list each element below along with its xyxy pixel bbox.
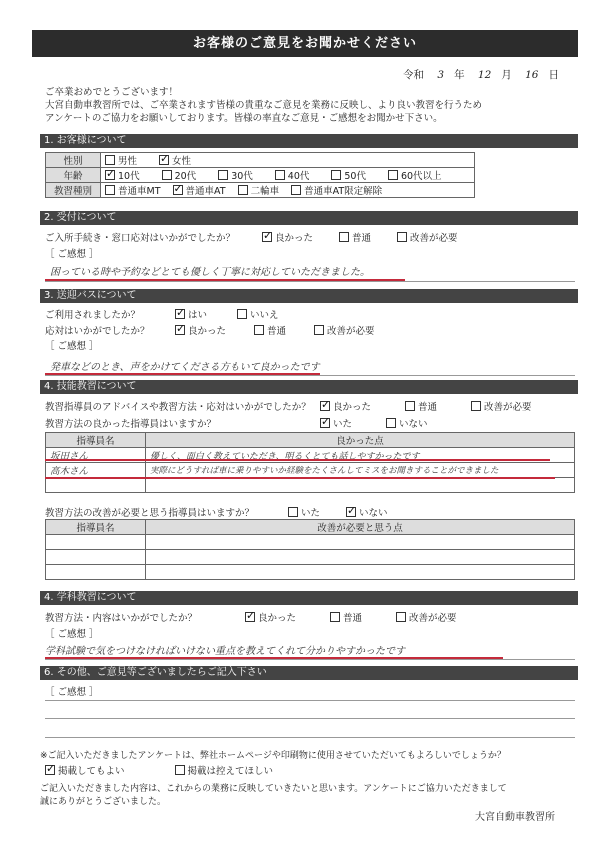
option-label: 良かった (333, 402, 372, 413)
option[interactable] (397, 230, 458, 244)
option-label: 普通車AT (185, 186, 226, 197)
checkbox-icon[interactable] (218, 170, 228, 180)
option[interactable] (320, 416, 352, 430)
bad-instructor-point (146, 550, 575, 565)
option[interactable] (162, 168, 197, 182)
customer-row-label: 教習種別 (46, 183, 101, 198)
option[interactable] (471, 399, 532, 413)
checkbox-icon[interactable] (330, 612, 340, 622)
customer-row-age (46, 168, 475, 183)
section-customer: 1. お客様について (40, 134, 578, 148)
option-label: 掲載してもよい (58, 766, 125, 777)
option[interactable] (262, 230, 313, 244)
bad-instructor-name (46, 565, 146, 580)
bus-question-service: 応対はいかがでしたか？ (45, 326, 150, 337)
other-line-2 (45, 718, 575, 719)
checked-checkbox-icon[interactable] (105, 170, 115, 180)
option-label: 60代以上 (400, 171, 442, 182)
option[interactable] (331, 168, 366, 182)
option[interactable] (291, 183, 382, 197)
option[interactable] (105, 168, 140, 182)
customer-table (45, 152, 475, 198)
option-label: 女性 (172, 156, 192, 167)
option-label: はい (188, 310, 208, 321)
option[interactable] (175, 763, 274, 777)
intro-line-3: アンケートのご協力をお願いしております。皆様の率直なご意見・ご感想をお聞かせ下さい。 (45, 113, 443, 124)
option-label: 男性 (118, 156, 138, 167)
checkbox-icon[interactable] (388, 170, 398, 180)
option[interactable] (330, 610, 362, 624)
table-row (46, 565, 575, 580)
checked-checkbox-icon[interactable] (245, 612, 255, 622)
option-label: 50代 (344, 171, 366, 182)
option[interactable] (159, 153, 191, 167)
customer-row-course (46, 183, 475, 198)
checkbox-icon[interactable] (238, 185, 248, 195)
option[interactable] (320, 399, 371, 413)
section-academic: 4. 学科教習について (40, 591, 578, 605)
customer-row-gender (46, 153, 475, 168)
checkbox-icon[interactable] (331, 170, 341, 180)
table-row (46, 550, 575, 565)
option[interactable] (245, 610, 296, 624)
bus-line (45, 375, 575, 376)
skill-good-options (320, 416, 462, 430)
checked-checkbox-icon[interactable] (320, 401, 330, 411)
bus-service-options (175, 323, 403, 337)
good-instructor-name: 坂田さん (46, 448, 146, 463)
bad-header-point: 改善が必要と思う点 (146, 520, 575, 535)
closing-line-2: 誠にありがとうございました。 (40, 797, 167, 807)
table-row (46, 463, 575, 478)
customer-row-label: 性別 (46, 153, 101, 168)
option[interactable] (405, 399, 437, 413)
checkbox-icon[interactable] (105, 155, 115, 165)
option[interactable] (288, 505, 320, 519)
reception-options (262, 230, 484, 244)
option-label: いない (359, 508, 388, 519)
good-instructor-name (46, 478, 146, 493)
section-bus: 3. 送迎バスについて (40, 289, 578, 303)
option[interactable] (388, 168, 442, 182)
option[interactable] (254, 323, 286, 337)
option[interactable] (173, 183, 226, 197)
option[interactable] (386, 416, 428, 430)
section-skill: 4. 技能教習について (40, 380, 578, 394)
option-label: 普通車AT限定解除 (304, 186, 383, 197)
checked-checkbox-icon[interactable] (346, 507, 356, 517)
checkbox-icon[interactable] (339, 232, 349, 242)
bus-impression-label: ［ ご感想 ］ (45, 341, 99, 352)
option-label: 40代 (287, 171, 310, 182)
option[interactable] (275, 168, 310, 182)
customer-row-label: 年齢 (46, 168, 101, 183)
bad-instructor-name (46, 550, 146, 565)
checkbox-icon[interactable] (396, 612, 406, 622)
customer-row-options (101, 153, 475, 168)
good-header-point: 良かった点 (146, 433, 575, 448)
checked-checkbox-icon[interactable] (175, 325, 185, 335)
option-label: 掲載は控えてほしい (187, 766, 274, 777)
consent-question: ※ご記入いただきましたアンケートは、弊社ホームページや印刷物に使用させていただいてもよろしいでしょうか？ (40, 751, 506, 761)
checkbox-icon[interactable] (162, 170, 172, 180)
reception-impression-label: ［ ご感想 ］ (45, 249, 99, 260)
option-label: 普通 (352, 233, 372, 244)
checked-checkbox-icon[interactable] (159, 155, 169, 165)
option-label: 改善が必要 (327, 326, 375, 337)
date-month-unit: 月 (501, 69, 512, 81)
option-label: 30代 (231, 171, 253, 182)
option-label: 良かった (188, 326, 227, 337)
checkbox-icon[interactable] (314, 325, 324, 335)
good-instructor-name: 高木さん (46, 463, 146, 478)
skill-bad-options (288, 505, 414, 519)
consent-options (45, 763, 323, 777)
checkbox-icon[interactable] (254, 325, 264, 335)
option-label: 良かった (275, 233, 314, 244)
closing-line-1: ご記入いただきました内容は、これからの業務に反映していきたいと思います。アンケートにご協力いただきまして (40, 784, 507, 794)
checkbox-icon[interactable] (291, 185, 301, 195)
option-label: いいえ (250, 310, 279, 321)
bad-instructor-name (46, 535, 146, 550)
bad-header-name: 指導員名 (46, 520, 146, 535)
option-label: 10代 (118, 171, 140, 182)
option[interactable] (218, 168, 253, 182)
customer-row-options (101, 168, 475, 183)
option[interactable] (105, 183, 161, 197)
section-other: 6. その他、ご意見等ございましたらご記入下さい (40, 666, 578, 680)
option-label: いない (399, 419, 428, 430)
bus-comment: 発車などのとき、声をかけてくださる方もいて良かったです (50, 362, 320, 373)
option[interactable] (238, 183, 280, 197)
checked-checkbox-icon[interactable] (45, 765, 55, 775)
skill-underline-2 (45, 477, 555, 479)
skill-advice-options (320, 399, 566, 413)
date-year-unit: 年 (454, 69, 465, 81)
checkbox-icon[interactable] (471, 401, 481, 411)
other-impression-label: ［ ご感想 ］ (45, 687, 99, 698)
academic-comment: 学科試験で気をつけなければいけない重点を教えてくれて分かりやすかったです (45, 646, 405, 657)
checked-checkbox-icon[interactable] (320, 418, 330, 428)
checked-checkbox-icon[interactable] (262, 232, 272, 242)
bad-instructor-point (146, 565, 575, 580)
skill-underline-1 (45, 459, 550, 461)
option-label: 改善が必要 (410, 233, 458, 244)
option[interactable] (346, 505, 388, 519)
other-line-1 (45, 700, 575, 701)
table-row (46, 478, 575, 493)
option-label: 普通 (418, 402, 438, 413)
survey-date (403, 67, 559, 82)
option-label: 20代 (174, 171, 197, 182)
option[interactable] (314, 323, 375, 337)
good-instructor-table (45, 432, 575, 493)
good-header-name: 指導員名 (46, 433, 146, 448)
customer-row-options (101, 183, 475, 198)
option-label: 普通車MT (118, 186, 161, 197)
checked-checkbox-icon[interactable] (175, 309, 185, 319)
bad-instructor-point (146, 535, 575, 550)
reception-line (45, 281, 575, 282)
date-day: 16 (525, 69, 539, 81)
option[interactable] (175, 323, 226, 337)
reception-comment: 困っている時や予約などとても優しく丁寧に対応していただきました。 (50, 267, 370, 278)
date-day-unit: 日 (548, 69, 559, 81)
skill-question-advice: 教習指導員のアドバイスや教習方法・応対はいかがでしたか？ (45, 402, 311, 413)
option[interactable] (339, 230, 371, 244)
bus-use-options (175, 307, 309, 321)
option-label: 普通 (267, 326, 287, 337)
option-label: 改善が必要 (409, 613, 457, 624)
checkbox-icon[interactable] (288, 507, 298, 517)
option-label: 改善が必要 (484, 402, 532, 413)
checkbox-icon[interactable] (175, 765, 185, 775)
checkbox-icon[interactable] (105, 185, 115, 195)
option[interactable] (45, 763, 125, 777)
option-label: 二輪車 (250, 186, 280, 197)
academic-question: 教習方法・内容はいかがでしたか？ (45, 613, 198, 624)
checked-checkbox-icon[interactable] (173, 185, 183, 195)
option[interactable] (237, 307, 279, 321)
option[interactable] (175, 307, 207, 321)
intro-line-1: ご卒業おめでとうございます！ (45, 87, 179, 98)
checkbox-icon[interactable] (405, 401, 415, 411)
date-month: 12 (477, 69, 492, 81)
option-label: いた (333, 419, 353, 430)
checkbox-icon[interactable] (275, 170, 285, 180)
checkbox-icon[interactable] (386, 418, 396, 428)
date-year: 3 (437, 69, 445, 81)
reception-question: ご入所手続き・窓口応対はいかがでしたか？ (45, 233, 236, 244)
checkbox-icon[interactable] (397, 232, 407, 242)
survey-title: お客様のご意見をお聞かせください (32, 30, 578, 57)
footer-school-name: 大宮自動車教習所 (475, 812, 555, 823)
checkbox-icon[interactable] (237, 309, 247, 319)
intro-line-2: 大宮自動車教習所では、ご卒業されます皆様の貴重なご意見を業務に反映し、より良い教習を行うため (45, 100, 483, 111)
good-instructor-point: 実際にどうすれば車に乗りやすいか経験をたくさんしてミスをお聞きすることができました (146, 463, 575, 478)
option-label: いた (301, 508, 321, 519)
bad-instructor-table (45, 519, 575, 580)
other-line-3 (45, 737, 575, 738)
good-instructor-point (146, 478, 575, 493)
academic-line (45, 659, 575, 660)
academic-options (245, 610, 491, 624)
skill-question-bad: 教習方法の改善が必要と思う指導員はいますか？ (45, 508, 255, 519)
option-label: 良かった (258, 613, 297, 624)
skill-question-good: 教習方法の良かった指導員はいますか？ (45, 419, 217, 430)
bus-question-use: ご利用されましたか？ (45, 310, 141, 321)
date-era: 令和 (403, 69, 425, 81)
option[interactable] (105, 153, 137, 167)
section-reception: 2. 受付について (40, 211, 578, 225)
table-row (46, 535, 575, 550)
option-label: 普通 (343, 613, 363, 624)
good-instructor-point: 優しく、面白く教えていただき、明るくとても話しやすかったです (146, 448, 575, 463)
academic-impression-label: ［ ご感想 ］ (45, 629, 99, 640)
option[interactable] (396, 610, 457, 624)
